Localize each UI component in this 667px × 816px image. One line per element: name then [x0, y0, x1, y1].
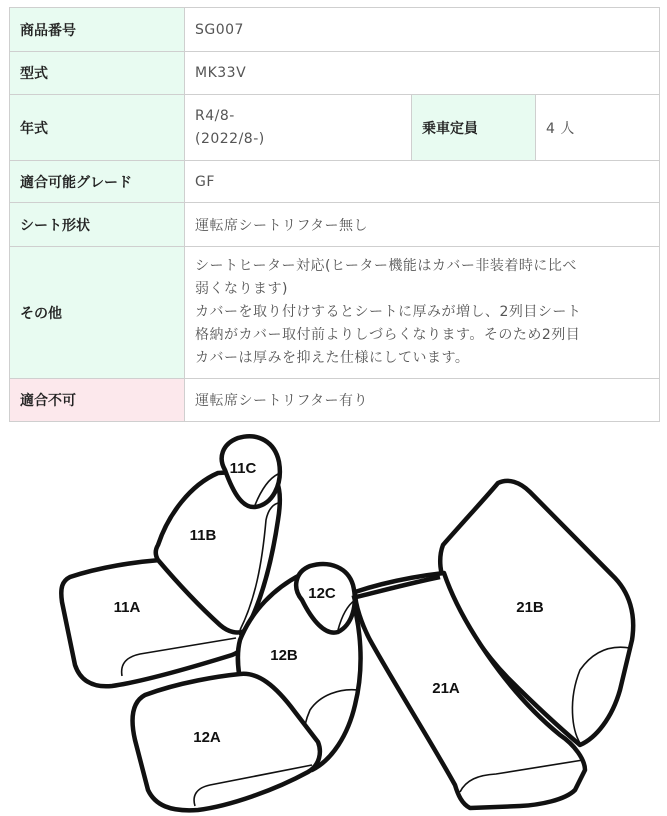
row-model: [10, 52, 660, 95]
other-label: その他: [10, 247, 185, 379]
incompatible-value: 運転席シートリフター有り: [185, 379, 660, 422]
label-11b: 11B: [189, 527, 217, 544]
other-line: 格納がカバー取付前よりしづらくなります。そのため2列目: [195, 327, 581, 343]
seat-shape-value: 運転席シートリフター無し: [185, 203, 660, 247]
label-12b: 12B: [270, 647, 298, 664]
label-21b: 21B: [516, 599, 544, 616]
model-label: 型式: [10, 52, 185, 95]
other-line: カバーは厚みを抑えた仕様にしています。: [195, 350, 470, 366]
label-11a: 11A: [113, 599, 141, 616]
other-line: カバーを取り付けするとシートに厚みが増し、2列目シート: [195, 304, 582, 320]
label-12c: 12C: [308, 585, 336, 602]
year-value-line2: (2022/8-): [195, 130, 265, 147]
other-line: シートヒーター対応(ヒーター機能はカバー非装着時に比べ: [195, 258, 577, 274]
row-year: [10, 95, 660, 161]
year-value: [185, 95, 412, 161]
row-seat-shape: [10, 203, 660, 247]
product-number-value: SG007: [185, 8, 660, 52]
row-incompatible: [10, 379, 660, 422]
grade-label: 適合可能グレード: [10, 161, 185, 203]
row-other: [10, 247, 660, 379]
incompatible-label: 適合不可: [10, 379, 185, 422]
year-label: 年式: [10, 95, 185, 161]
row-grade: [10, 161, 660, 203]
other-line: 弱くなります): [195, 281, 288, 297]
label-11c: 11C: [229, 460, 257, 477]
model-value: MK33V: [185, 52, 660, 95]
capacity-value: 4 人: [536, 95, 660, 161]
label-12a: 12A: [193, 729, 221, 746]
product-number-label: 商品番号: [10, 8, 185, 52]
capacity-label: 乗車定員: [412, 95, 536, 161]
row-product-number: [10, 8, 660, 52]
spec-table: [9, 7, 660, 422]
other-value: [185, 247, 660, 379]
seat-shape-label: シート形状: [10, 203, 185, 247]
year-value-line1: R4/8-: [195, 107, 235, 124]
grade-value: GF: [185, 161, 660, 203]
seat-cover-diagram: [0, 430, 667, 816]
label-21a: 21A: [432, 680, 460, 697]
